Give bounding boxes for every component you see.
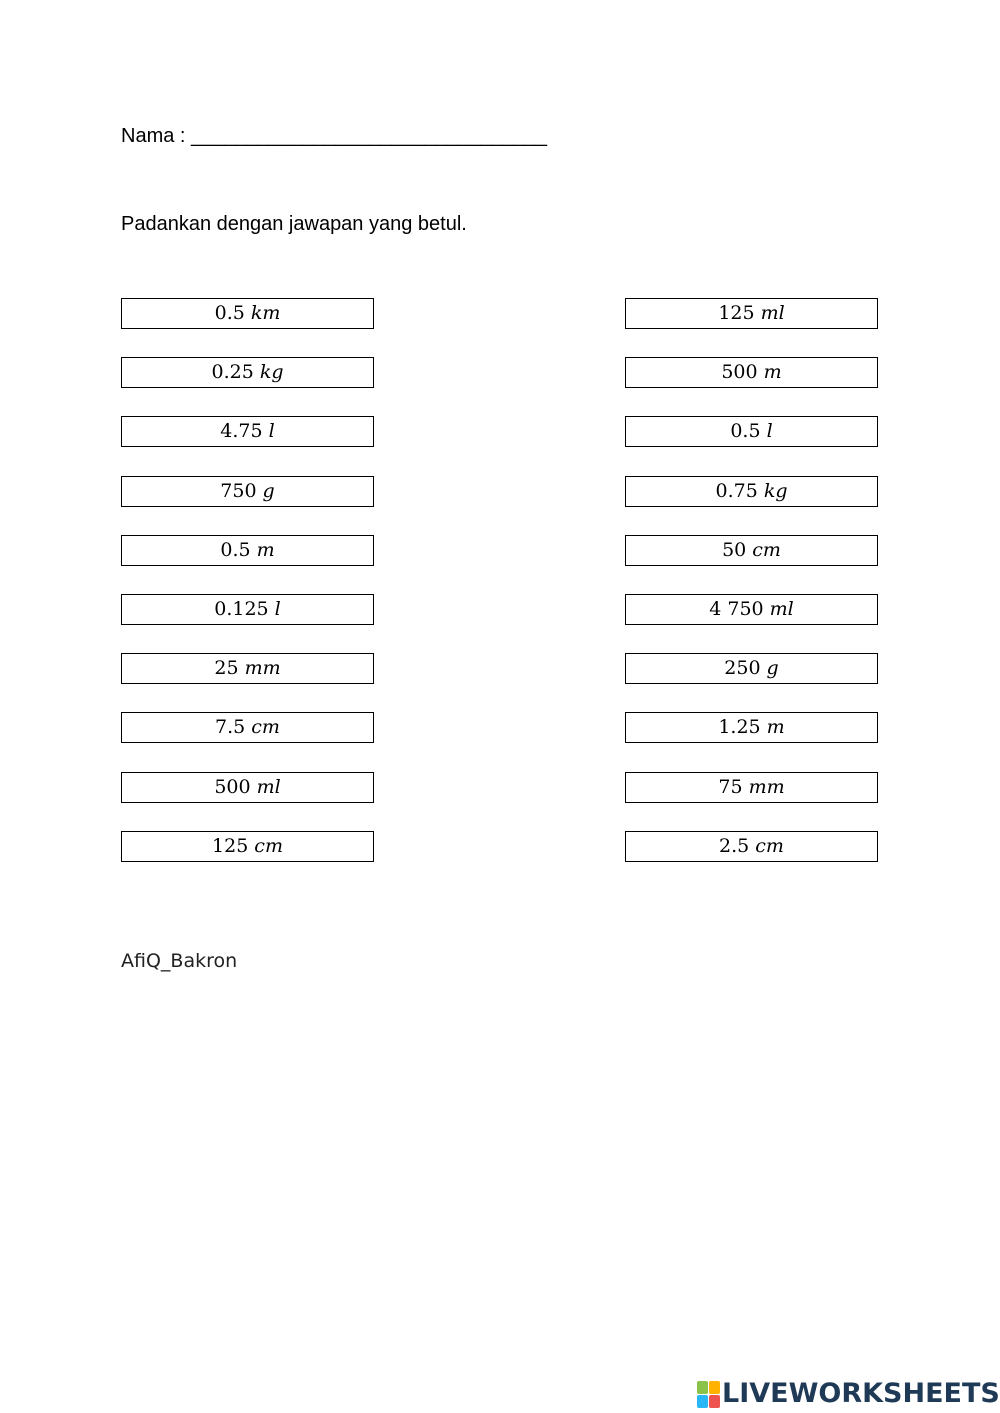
- right-item-7[interactable]: [625, 653, 878, 684]
- value: 0.125: [214, 597, 269, 620]
- unit: l: [766, 420, 773, 443]
- right-item-4[interactable]: [625, 476, 878, 507]
- unit: g: [766, 657, 779, 680]
- instruction-text: Padankan dengan jawapan yang betul.: [121, 213, 467, 235]
- logo-tile: [709, 1395, 720, 1408]
- right-item-6[interactable]: [625, 594, 878, 625]
- unit: cm: [755, 834, 784, 857]
- right-item-5[interactable]: [625, 535, 878, 566]
- unit: mm: [748, 775, 785, 798]
- left-item-6[interactable]: [121, 594, 374, 625]
- value: 0.5: [220, 538, 251, 561]
- right-item-1[interactable]: [625, 298, 878, 329]
- right-item-8[interactable]: [625, 712, 878, 743]
- logo-tile: [697, 1381, 708, 1394]
- unit: m: [763, 361, 782, 384]
- value: 250: [724, 657, 761, 680]
- value: 2.5: [719, 834, 750, 857]
- left-item-9[interactable]: [121, 772, 374, 803]
- unit: kg: [763, 479, 788, 502]
- logo-tile: [697, 1395, 708, 1408]
- right-item-2[interactable]: [625, 357, 878, 388]
- unit: cm: [752, 538, 781, 561]
- right-item-9[interactable]: [625, 772, 878, 803]
- right-item-10[interactable]: [625, 831, 878, 862]
- value: 125: [212, 834, 249, 857]
- left-item-10[interactable]: [121, 831, 374, 862]
- value: 0.25: [211, 361, 254, 384]
- value: 4 750: [709, 597, 764, 620]
- left-item-2[interactable]: [121, 357, 374, 388]
- unit: l: [274, 597, 281, 620]
- value: 7.5: [215, 716, 246, 739]
- left-item-3[interactable]: [121, 416, 374, 447]
- brand-text: LIVEWORKSHEETS: [722, 1378, 1000, 1409]
- right-item-3[interactable]: [625, 416, 878, 447]
- value: 500: [721, 361, 758, 384]
- value: 50: [722, 538, 747, 561]
- unit: m: [256, 538, 275, 561]
- author-signature: AfiQ_Bakron: [121, 950, 238, 972]
- value: 500: [214, 775, 251, 798]
- unit: cm: [251, 716, 280, 739]
- value: 4.75: [220, 420, 263, 443]
- left-item-8[interactable]: [121, 712, 374, 743]
- value: 0.5: [730, 420, 761, 443]
- value: 0.75: [715, 479, 758, 502]
- unit: cm: [254, 834, 283, 857]
- unit: ml: [760, 302, 785, 324]
- left-item-7[interactable]: [121, 653, 374, 684]
- value: 0.5: [214, 302, 245, 324]
- liveworksheets-logo-icon: [697, 1381, 719, 1407]
- unit: l: [268, 420, 275, 443]
- value: 125: [718, 302, 755, 324]
- left-item-5[interactable]: [121, 535, 374, 566]
- left-item-4[interactable]: [121, 476, 374, 507]
- unit: km: [250, 302, 281, 324]
- liveworksheets-brand: [697, 1378, 1000, 1409]
- left-column: [121, 298, 374, 890]
- unit: m: [766, 716, 785, 739]
- left-item-1[interactable]: [121, 298, 374, 329]
- unit: ml: [769, 597, 794, 620]
- right-column: [625, 298, 878, 890]
- value: 750: [220, 479, 257, 502]
- logo-tile: [709, 1381, 720, 1394]
- value: 1.25: [718, 716, 761, 739]
- value: 75: [718, 775, 743, 798]
- unit: ml: [256, 775, 281, 798]
- unit: kg: [259, 361, 284, 384]
- name-field-line: Nama : ________________________________: [121, 125, 547, 147]
- unit: g: [262, 479, 275, 502]
- unit: mm: [244, 657, 281, 680]
- value: 25: [214, 657, 239, 680]
